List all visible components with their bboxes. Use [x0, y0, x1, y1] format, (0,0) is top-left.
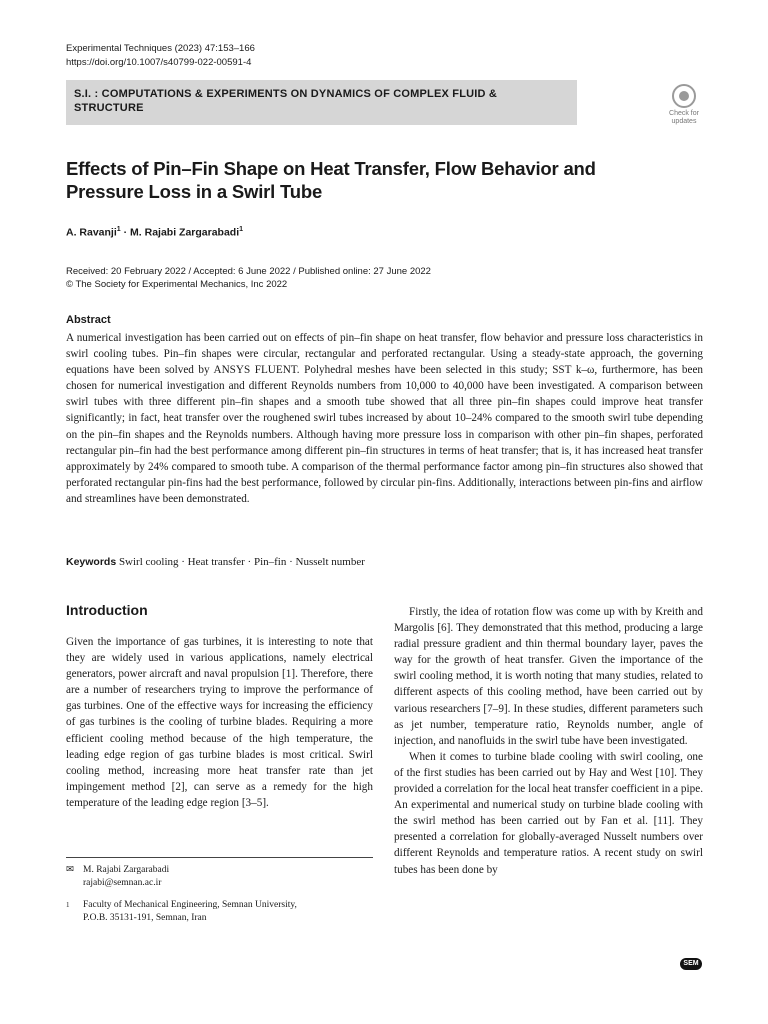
- body-paragraph: Firstly, the idea of rotation flow was come up with by Kreith and Margolis [6]. They demonstrated that this method, producing a large radial pressure gradient and thin thermal boundary layer, paves the way for the growth of heat transfer. Given the importance of the swirl cooling method, it is worth noting that many studies, related to different aspects of this cooling method, have been carried out by various researchers [7–9]. In these studies, different parameters such as jet number, temperature ratio, Reynolds number, angle of injection, and nanofluids in the swirl tube have been investigated.: [394, 606, 703, 747]
- corresponding-author-note: [66, 864, 373, 889]
- check-for-updates-button[interactable]: [664, 84, 704, 126]
- author-separator: ·: [120, 226, 131, 239]
- keywords-text: Swirl cooling · Heat transfer · Pin–fin · Nusselt number: [118, 556, 365, 568]
- article-title: Effects of Pin–Fin Shape on Heat Transfer, Flow Behavior and Pressure Loss in a Swirl Tube: [66, 158, 596, 202]
- author-name[interactable]: M. Rajabi Zargarabadi: [130, 226, 240, 239]
- footnote-divider: [66, 857, 373, 858]
- introduction-heading: Introduction: [66, 602, 148, 618]
- copyright-notice: © The Society for Experimental Mechanics, Inc 2022: [66, 279, 288, 290]
- affiliation-note: [66, 899, 373, 924]
- author-list: [66, 226, 243, 239]
- published-online-date: / Published online: 27 June 2022: [290, 266, 431, 277]
- affiliation-line: Faculty of Mechanical Engineering, Semnan University,: [83, 900, 297, 910]
- body-paragraph: When it comes to turbine blade cooling with swirl cooling, one of the first studies has been carried out by Hay and West [10]. They provided a correlation for the local heat transfer coefficient in a pipe. An experimental and numerical study on turbine blade cooling with the swirl method has been carried out by Fan et al. [11]. They presented a correlation for globally-averaged Nusselt numbers over different Reynolds and temperature ratios. A recent study on swirl tubes has been done by: [394, 750, 703, 876]
- footnotes: [66, 864, 373, 924]
- contact-name: M. Rajabi Zargarabadi: [83, 865, 170, 875]
- author-name[interactable]: A. Ravanji: [66, 226, 117, 239]
- check-for-updates-icon: [672, 84, 696, 108]
- right-column: [394, 604, 703, 878]
- special-issue-label: S.I. : COMPUTATIONS & EXPERIMENTS ON DYNAMICS OF COMPLEX FLUID & STRUCTURE: [74, 88, 498, 114]
- publication-dates: [66, 265, 431, 291]
- keywords-label: Keywords: [66, 556, 117, 568]
- body-paragraph: Given the importance of gas turbines, it is interesting to note that they are widely used in various applications, namely electrical generators, power aircraft and naval propulsion [1]. Therefore, there are a number of researchers trying to improve the performance of gas turbines. One of the effective ways for increasing the efficiency of gas turbines is the cooling of turbine blades. Requiring a more efficient cooling method because of the high temperature, the leading edge region of gas turbine blades is most critical. Swirl cooling method, increasing more heat transfer rate than jet impingement method [2], can serve as a remedy for the high temperature of the leading edge region [3–5].: [66, 636, 373, 809]
- contact-email[interactable]: rajabi@semnan.ac.ir: [83, 877, 162, 888]
- author-affiliation-mark: 1: [116, 226, 121, 233]
- received-accepted-dates: Received: 20 February 2022 / Accepted: 6 June 2022: [66, 266, 291, 277]
- left-column: [66, 634, 373, 811]
- publisher-logo: SEM: [680, 958, 702, 970]
- journal-citation: Experimental Techniques (2023) 47:153–166: [66, 43, 255, 54]
- journal-info: [66, 42, 255, 70]
- doi-link[interactable]: https://doi.org/10.1007/s40799-022-00591-4: [66, 57, 252, 68]
- author-affiliation-mark: 1: [239, 226, 244, 233]
- abstract-text: A numerical investigation has been carried out on effects of pin–fin shape on heat transfer, flow behavior and pressure loss characteristics in swirl cooling tubes. Pin–fin shapes were circular, rectangular and perforated rectangular. Using a steady-state approach, the governing equations have been solved by ANSYS FLUENT. Polyhedral meshes have been selected in this study; SST k–ω, furthermore, has been chosen for numerical investigation and different Reynolds numbers from 10,000 to 40,000 have been investigated. A comparison between swirl tubes with three different pin–fin shapes and a smooth tube showed that all three pin–fin shapes could improve heat transfer significantly; in fact, heat transfer over the roughened swirl tubes increased by about 10–24% compared to the smooth swirl tube depending on the pin–fin shapes and the Reynolds numbers. Although having more pressure loss in comparison with other pin–fin shapes, perforated rectangular pin–fin had the best performance among different pin–fin structures in terms of heat transfer; that is, it has increased heat transfer approximately by 24% compared to smooth tube. A comparison of the thermal performance factor among pin–fin structures also showed that perforated rectangular pin-fins had the best performance, followed by circular pin-fins. Additionally, interactions between pin-fins and airflow and streamlines have been demonstrated.: [66, 332, 703, 505]
- affiliation-number: 1: [66, 901, 70, 909]
- abstract-heading: Abstract: [66, 314, 111, 326]
- special-issue-banner: [66, 80, 577, 125]
- envelope-icon: ✉: [66, 865, 74, 875]
- affiliation-line: P.O.B. 35131-191, Semnan, Iran: [83, 912, 207, 923]
- keywords-line: [66, 556, 365, 568]
- check-for-updates-label: Check for updates: [669, 110, 699, 125]
